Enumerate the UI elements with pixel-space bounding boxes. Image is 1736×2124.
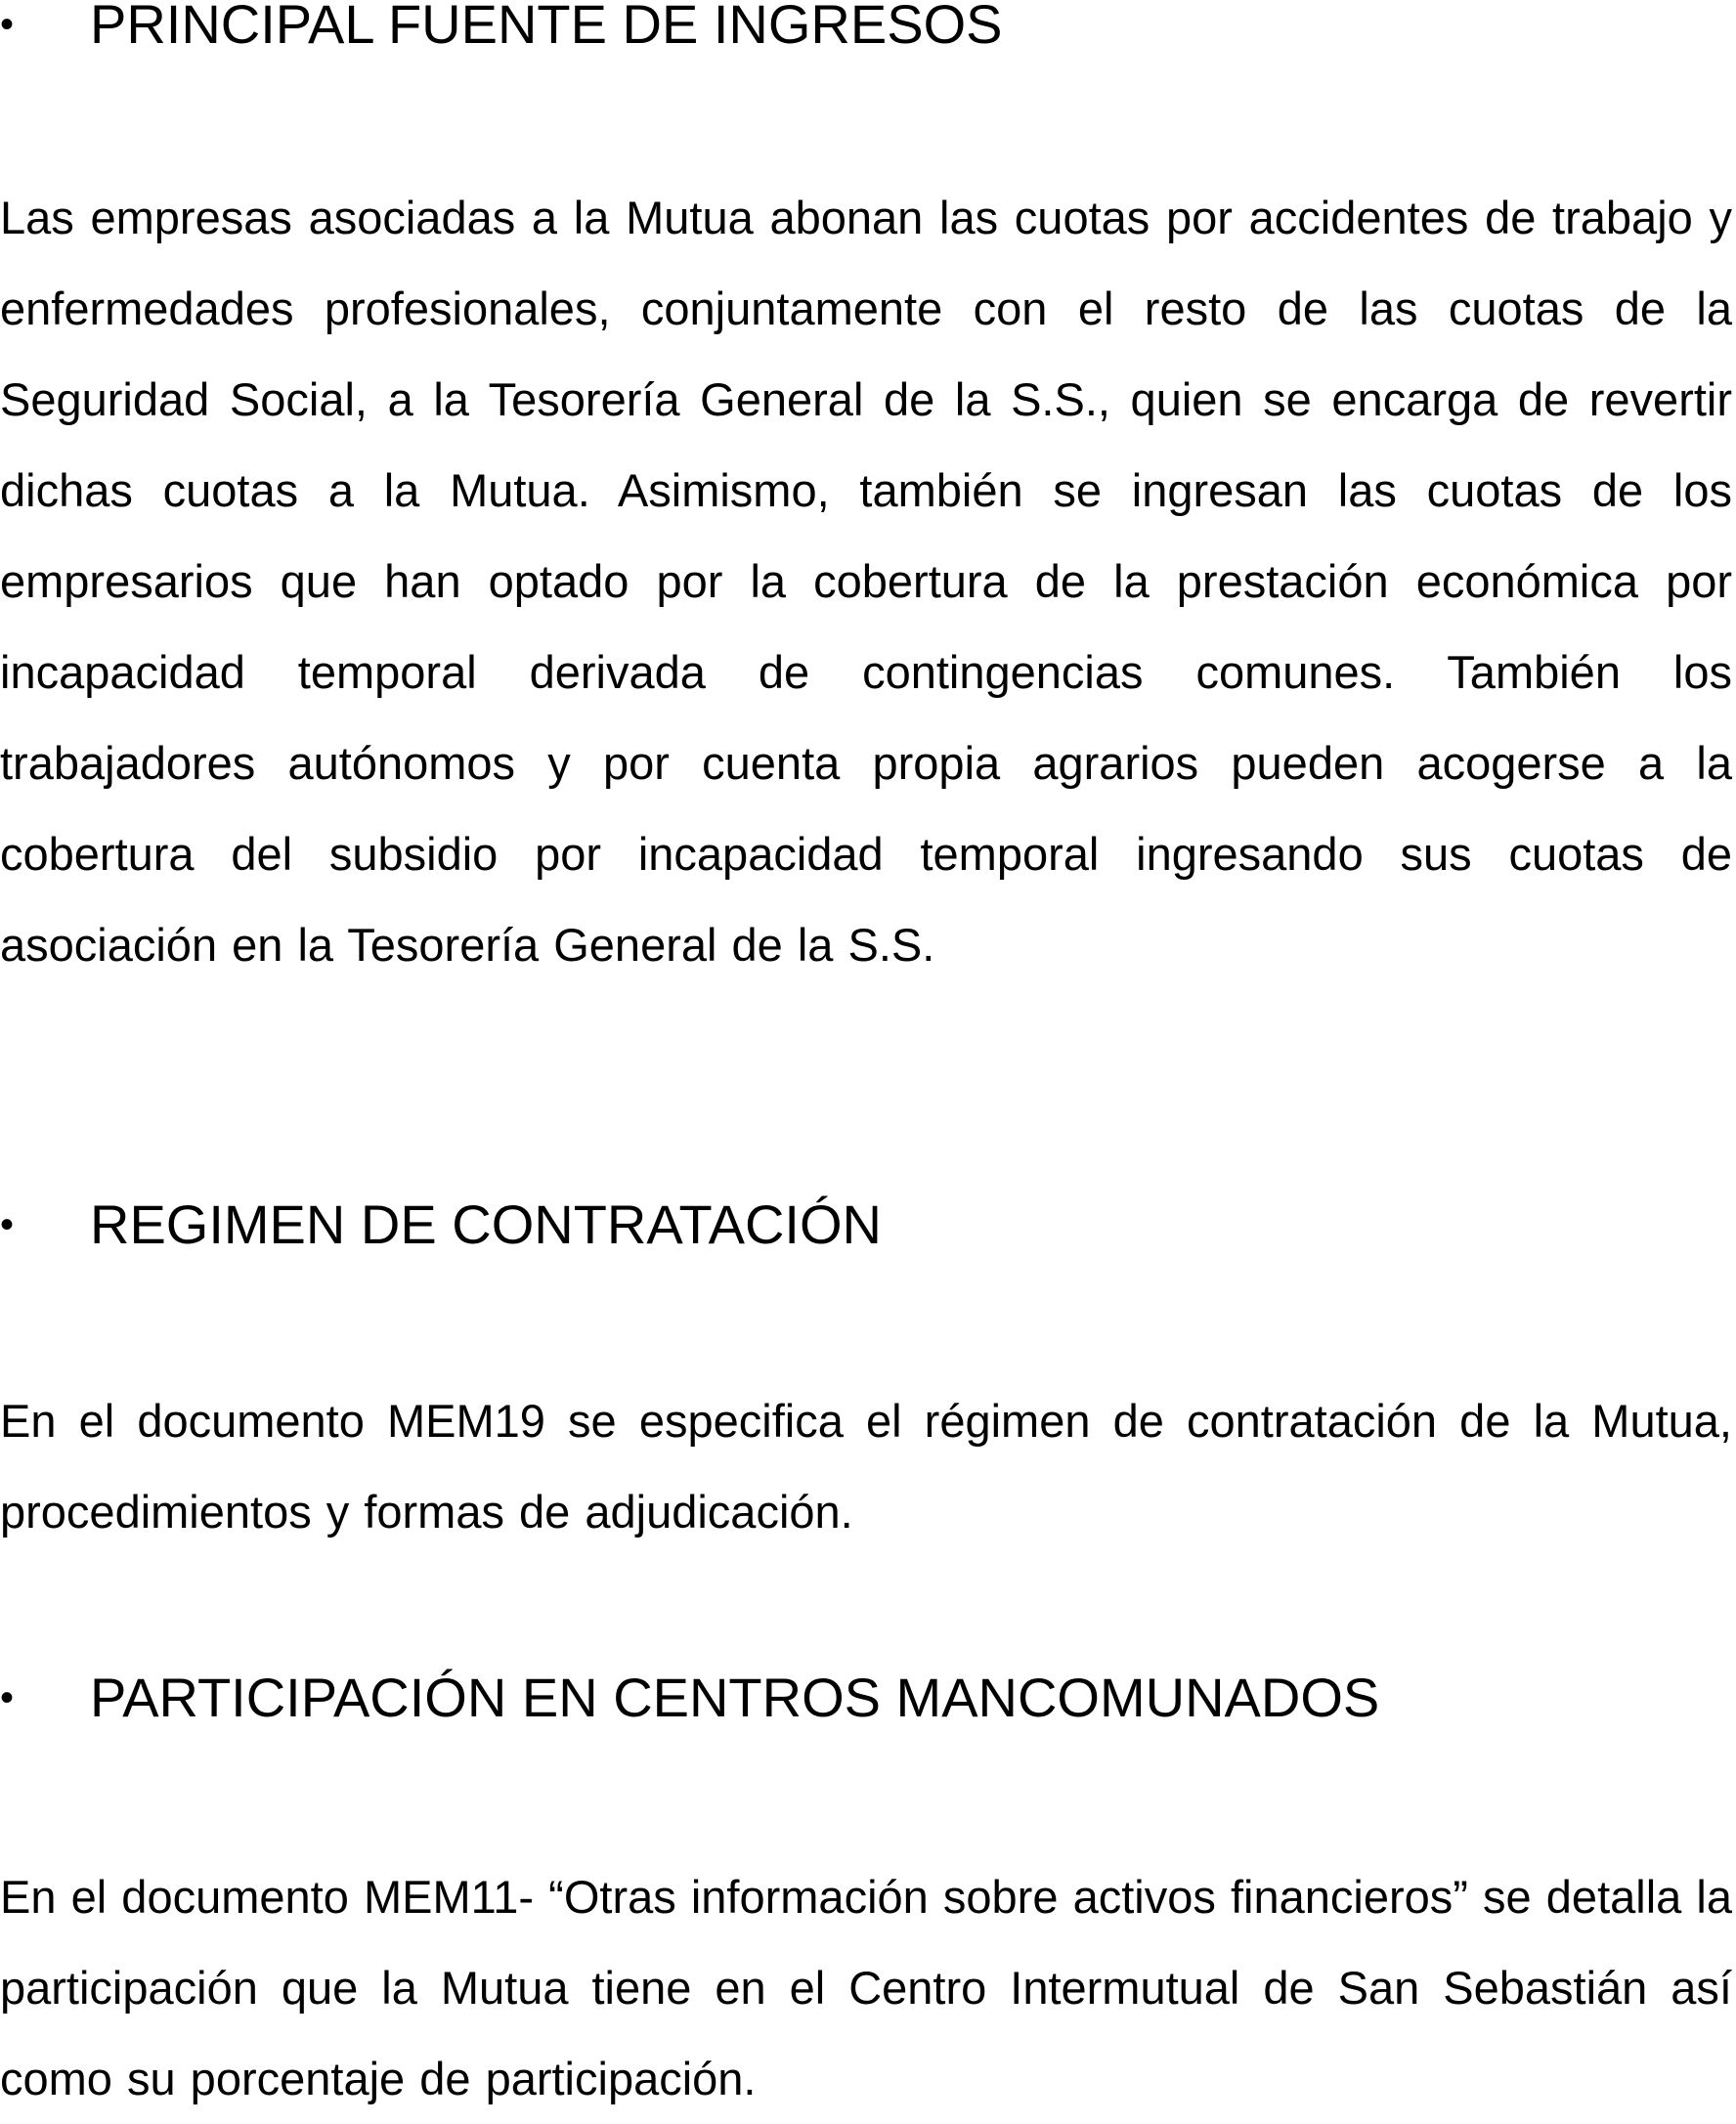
heading-text: REGIMEN DE CONTRATACIÓN — [90, 1193, 882, 1255]
heading-text: PARTICIPACIÓN EN CENTROS MANCOMUNADOS — [90, 1667, 1380, 1728]
bullet-icon: • — [0, 1676, 15, 1719]
bullet-icon: • — [0, 1203, 15, 1246]
section-heading-ingresos — [0, 0, 1736, 64]
section-heading-contratacion — [0, 1186, 1736, 1264]
heading-text: PRINCIPAL FUENTE DE INGRESOS — [90, 0, 1003, 55]
paragraph-ingresos: Las empresas asociadas a la Mutua abonan las cuotas por accidentes de trabajo y enfermedades profesionales, conjuntamente con el resto de las cuotas de la Seguridad Social, a la Tesorería General de la S.S., quien se encarga de revertir dichas cuotas a la Mutua. Asimismo, también se ingresan las cuotas de los empresarios que han optado por la cobertura de la prestación económica por incapacidad temporal derivada de contingencias comunes. También los trabajadores autónomos y por cuenta propia agrarios pueden acogerse a la cobertura del subsidio por incapacidad temporal ingresando sus cuotas de asociación en la Tesorería General de la S.S. — [0, 192, 1732, 971]
paragraph-contratacion: En el documento MEM19 se especifica el régimen de contratación de la Mutua, procedimientos y formas de adjudicación. — [0, 1395, 1732, 1538]
paragraph-centros: En el documento MEM11- “Otras información sobre activos financieros” se detalla la participación que la Mutua tiene en el Centro Intermutual de San Sebastián así como su porcentaje de participación. — [0, 1871, 1732, 2104]
bullet-icon: • — [0, 3, 15, 46]
section-heading-centros — [0, 1659, 1736, 1737]
